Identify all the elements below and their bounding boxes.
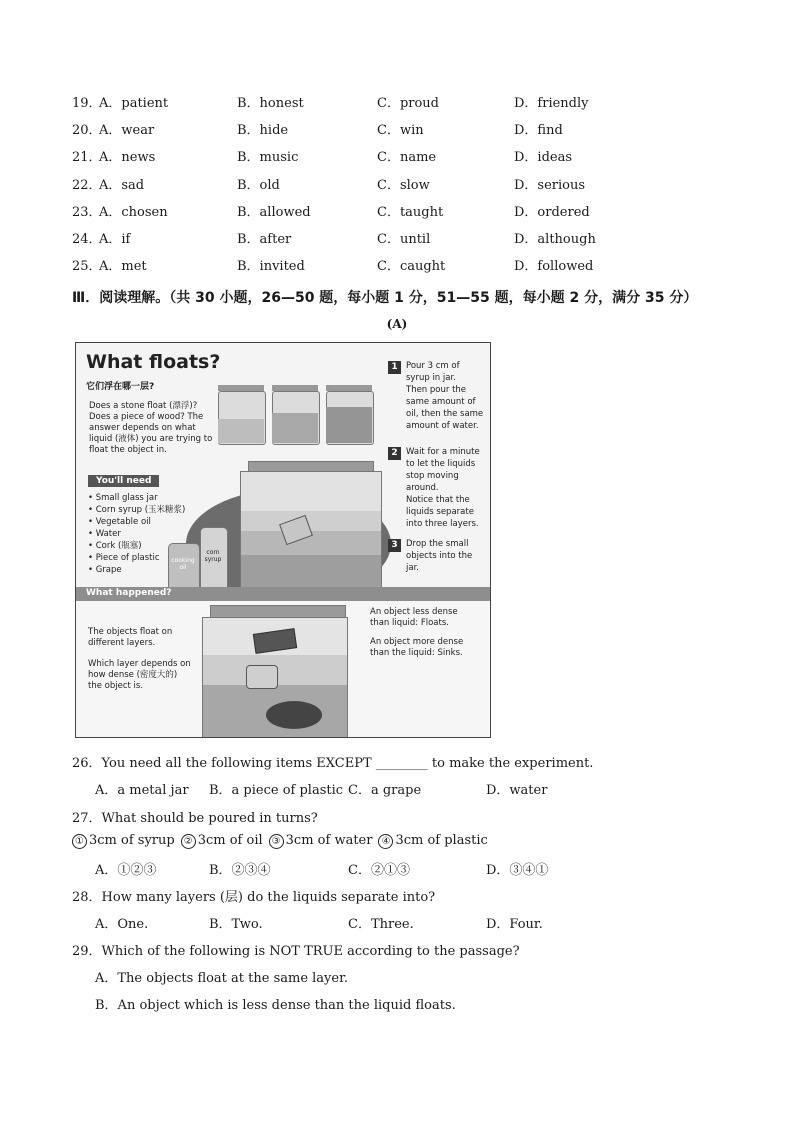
item-text: 3cm of water [285,833,373,848]
happened-left2 [88,659,191,692]
answer-option-b: B．Two. [209,917,263,932]
step-number-badge: 2 [388,447,401,460]
option-d: D．ideas [514,150,573,166]
answer-option-d: D．Four. [486,917,543,932]
figure-intro [89,401,212,456]
step-line: around. [406,483,439,493]
answer-option-d: D．water [486,783,548,798]
need-item: • Water [88,529,121,539]
step-line: to let the liquids [406,459,476,469]
answer-option-c: C．Three. [348,917,414,932]
circled-number: ③ [269,834,284,849]
item-text: 3cm of oil [197,833,263,848]
question-number: 21． [72,150,102,166]
step-number-badge: 3 [388,539,401,552]
question-number: 22． [72,177,102,193]
answer-option-c: C．②①③ [348,863,410,878]
step-line: amount of water. [406,421,479,431]
question-number: 19． [72,96,102,111]
step-line: Pour 3 cm of [406,361,460,371]
option-a: A．met [99,259,147,275]
option-c: C．name [377,150,437,166]
happened-line: different layers. [88,638,156,648]
option-b: B．honest [237,96,304,111]
option-d: D．ordered [514,204,590,220]
question-stem: 26．You need all the following items EXCEPT ________ to make the experiment. [72,756,594,771]
figure-subtitle: 它们浮在哪一层? [86,382,155,392]
figure-title: What floats? [86,351,221,373]
item-text: 3cm of syrup [89,833,175,848]
happened-header: What happened? [86,588,172,598]
need-header: You'll need [88,475,159,487]
step-line: liquids separate [406,507,474,517]
intro-line: float the object in. [89,445,167,455]
oil-bottle-label: cooking oil [171,557,195,571]
passage-label: (A) [386,317,408,331]
option-a: A．chosen [99,204,168,220]
answer-line: B．An object which is less dense than the liquid floats. [95,998,456,1013]
option-b: B．invited [237,259,305,275]
happened-line: An object less dense [370,607,458,617]
option-d: D．friendly [514,96,589,111]
step-line: jar. [406,563,419,573]
need-item: • Small glass jar [88,493,158,503]
answer-option-c: C．a grape [348,783,422,798]
question-number: 20． [72,123,102,139]
happened-line: the object is. [88,681,144,691]
option-c: C．until [377,232,431,247]
option-a: A．if [99,232,131,247]
happened-line: than the liquid: Sinks. [370,648,463,658]
happened-line: how dense (密度大的) [88,670,178,680]
step-line: Drop the small [406,539,469,549]
option-b: B．hide [237,123,289,139]
step-text [406,446,480,530]
option-b: B．after [237,232,292,247]
step-line: Wait for a minute [406,447,480,457]
circled-number: ① [72,834,87,849]
answer-option-d: D．③④① [486,863,549,878]
question-number: 25． [72,259,102,275]
step-line: into three layers. [406,519,479,529]
option-d: D．serious [514,177,586,193]
answer-option-b: B．a piece of plastic [209,783,344,798]
happened-line: than liquid: Floats. [370,618,449,628]
question-stem: 29．Which of the following is NOT TRUE according to the passage? [72,944,520,959]
answer-option-a: A．One. [95,917,149,932]
happened-line: An object more dense [370,637,464,647]
step-line: syrup in jar. [406,373,456,383]
option-c: C．slow [377,177,430,193]
syrup-bottle-label: corn syrup [204,549,222,563]
step-text [406,360,483,432]
intro-line: answer depends on what [89,423,196,433]
cork-floating [246,665,278,689]
step-text [406,538,472,574]
option-c: C．win [377,123,424,139]
answer-option-a: A．a metal jar [95,783,189,798]
circled-number: ④ [378,834,393,849]
option-c: C．proud [377,96,440,111]
question-stem: 27．What should be poured in turns? [72,811,318,826]
happened-line: The objects float on [88,627,173,637]
intro-line: Does a stone float (漂浮)? [89,401,198,411]
option-b: B．old [237,177,280,193]
question-items [72,833,494,849]
option-b: B．music [237,150,299,166]
option-d: D．although [514,232,596,247]
happened-right1 [370,607,458,629]
step-line: Then pour the [406,385,467,395]
question-stem: 28．How many layers (层) do the liquids separate into? [72,890,436,905]
option-a: A．wear [99,123,155,139]
step-line: same amount of [406,397,476,407]
answer-option-b: B．②③④ [209,863,271,878]
circled-number: ② [181,834,196,849]
option-d: D．find [514,123,563,139]
item-text: 3cm of plastic [395,833,488,848]
step-line: oil, then the same [406,409,484,419]
need-item: • Corn syrup (玉米糖浆) [88,505,186,515]
step-line: Notice that the [406,495,470,505]
question-number: 24． [72,232,102,247]
need-item: • Cork (瓶塞) [88,541,142,551]
section-title: Ⅲ．阅读理解。（共 30 小题，26—50 题，每小题 1 分，51—55 题，每小题 2 分，满分 35 分） [72,290,698,306]
option-a: A．sad [99,177,145,193]
need-item: • Piece of plastic [88,553,160,563]
option-a: A．patient [99,96,169,111]
answer-line: A．The objects float at the same layer. [95,971,349,986]
need-item: • Grape [88,565,122,575]
happened-right2 [370,637,463,659]
happened-line: Which layer depends on [88,659,191,669]
happened-left [88,627,172,649]
step-number-badge: 1 [388,361,401,374]
question-number: 23． [72,204,102,220]
answer-option-a: A．①②③ [95,863,157,878]
option-c: C．caught [377,259,446,275]
step-line: stop moving [406,471,459,481]
intro-line: liquid (液体) you are trying to [89,434,213,444]
intro-line: Does a piece of wood? The [89,412,204,422]
option-b: B．allowed [237,204,311,220]
grape [266,701,322,729]
option-d: D．followed [514,259,594,275]
step-line: objects into the [406,551,473,561]
option-a: A．news [99,150,156,166]
option-c: C．taught [377,204,444,220]
need-item: • Vegetable oil [88,517,151,527]
experiment-figure [75,342,491,738]
